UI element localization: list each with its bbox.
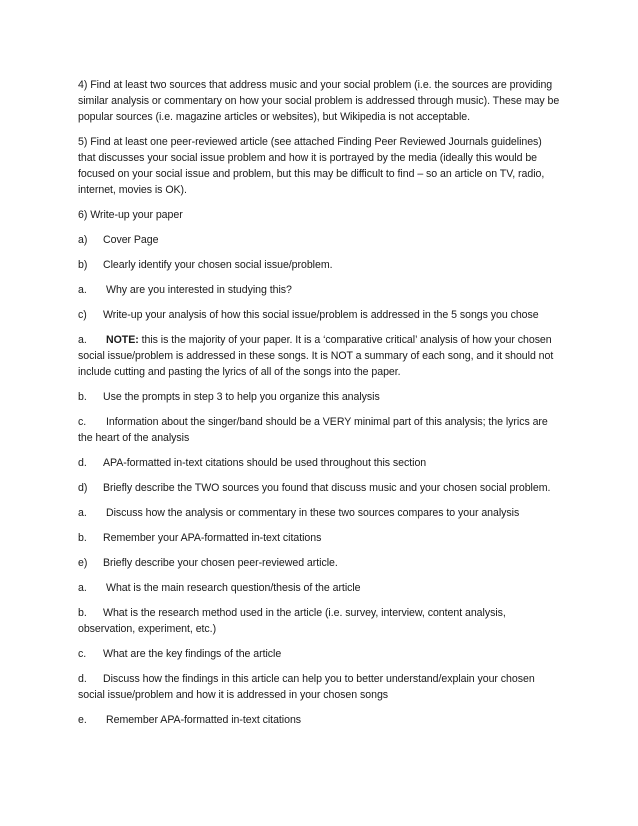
- list-item-text: Information about the singer/band should be a VERY minimal part of this analysis; the lyrics are the heart of the analysis: [78, 416, 548, 444]
- list-marker: a.: [78, 284, 87, 296]
- list-item-interest: [78, 282, 562, 298]
- list-item-remember-apa: [78, 712, 562, 728]
- list-item-text: What are the key findings of the article: [103, 648, 282, 660]
- list-item-cover-page: [78, 232, 562, 248]
- list-marker: d.: [78, 673, 87, 685]
- list-marker: a.: [78, 334, 87, 346]
- list-item-text: this is the majority of your paper. It is a ‘comparative critical’ analysis of how your chosen social issue/problem is addressed in these songs. It is NOT a summary of each song, and it should not include cutting and pasting the lyrics of all of the songs into the paper.: [78, 334, 554, 378]
- list-item-text: Discuss how the analysis or commentary in these two sources compares to your analysis: [106, 507, 520, 519]
- list-marker: b.: [78, 532, 87, 544]
- list-item-note: [78, 332, 562, 380]
- list-item-peer-reviewed: [78, 555, 562, 571]
- list-item-apa-citations: [78, 455, 562, 471]
- list-marker: b.: [78, 607, 87, 619]
- list-item-compare-analysis: [78, 505, 562, 521]
- paragraph-step-6: 6) Write-up your paper: [78, 209, 183, 221]
- list-item-text: Clearly identify your chosen social issue/problem.: [103, 259, 333, 271]
- list-marker: a.: [78, 582, 87, 594]
- list-item-singer-info: [78, 414, 562, 446]
- list-item-text: Discuss how the findings in this article can help you to better understand/explain your chosen social issue/problem and how it is addressed in your chosen songs: [78, 673, 535, 701]
- list-marker: b): [78, 259, 88, 271]
- list-marker: e.: [78, 714, 87, 726]
- list-item-analysis: [78, 307, 562, 323]
- list-marker: e): [78, 557, 88, 569]
- note-label: NOTE:: [106, 334, 139, 346]
- list-item-discuss-findings: [78, 671, 562, 703]
- list-item-text: APA-formatted in-text citations should be used throughout this section: [103, 457, 427, 469]
- list-item-text: Remember APA-formatted in-text citations: [106, 714, 302, 726]
- list-item-text: Write-up your analysis of how this social issue/problem is addressed in the 5 songs you chose: [103, 309, 539, 321]
- paragraph-step-5: 5) Find at least one peer-reviewed article (see attached Finding Peer Reviewed Journals guidelines) that discusses your social issue problem and how it is portrayed by the media (ideally this would be focused on your social issue and problem, but this may be difficult to find – so an article on TV, radio, internet, movies is OK).: [78, 136, 545, 196]
- list-item-text: What is the research method used in the article (i.e. survey, interview, content analysis, observation, experiment, etc.): [78, 607, 506, 635]
- list-item-text: Remember your APA-formatted in-text citations: [103, 532, 322, 544]
- list-marker: c.: [78, 648, 87, 660]
- list-marker: c): [78, 309, 87, 321]
- list-item-identify-issue: [78, 257, 562, 273]
- list-item-research-method: [78, 605, 562, 637]
- list-marker: a.: [78, 507, 87, 519]
- list-item-text: Cover Page: [103, 234, 159, 246]
- list-marker: b.: [78, 391, 87, 403]
- list-marker: a): [78, 234, 88, 246]
- list-marker: d.: [78, 457, 87, 469]
- list-item-remember-citations: [78, 530, 562, 546]
- list-item-research-question: [78, 580, 562, 596]
- list-item-text: Why are you interested in studying this?: [106, 284, 292, 296]
- list-item-prompts: [78, 389, 562, 405]
- list-item-text: Briefly describe the TWO sources you found that discuss music and your chosen social problem.: [103, 482, 551, 494]
- list-item-text: Use the prompts in step 3 to help you organize this analysis: [103, 391, 380, 403]
- document-page: [78, 77, 562, 737]
- list-marker: c.: [78, 416, 87, 428]
- list-marker: d): [78, 482, 88, 494]
- list-item-key-findings: [78, 646, 562, 662]
- list-item-text: Briefly describe your chosen peer-reviewed article.: [103, 557, 338, 569]
- list-item-two-sources: [78, 480, 562, 496]
- list-item-text: What is the main research question/thesis of the article: [106, 582, 361, 594]
- paragraph-step-4: 4) Find at least two sources that address music and your social problem (i.e. the sources are providing similar analysis or commentary on how your social problem is addressed through music). These may be popular sources (i.e. magazine articles or websites), but Wikipedia is not acceptable.: [78, 79, 560, 123]
